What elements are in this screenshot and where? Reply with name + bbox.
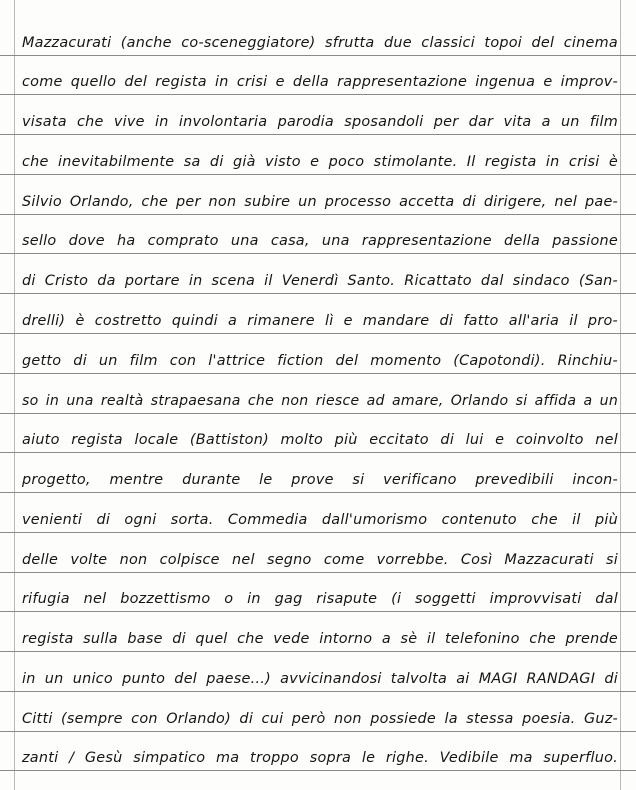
- text-line-19: zanti / Gesù simpatico ma troppo sopra le righe. Vedibile ma superfluo.: [22, 750, 618, 766]
- text-line-15: rifugia nel bozzettismo o in gag risapute (i soggetti improvvisati dal: [22, 591, 618, 607]
- text-line-14: delle volte non colpisce nel segno come vorrebbe. Così Mazzacurati si: [22, 552, 618, 568]
- text-line-6: sello dove ha comprato una casa, una rappresentazione della passione: [22, 233, 618, 249]
- left-margin-line: [14, 0, 15, 790]
- text-line-2: come quello del regista in crisi e della rappresentazione ingenua e improv-: [22, 74, 618, 90]
- text-line-5: Silvio Orlando, che per non subire un processo accetta di dirigere, nel pae-: [22, 194, 618, 210]
- text-line-13: venienti di ogni sorta. Commedia dall'umorismo contenuto che il più: [22, 512, 618, 528]
- right-margin-line: [620, 0, 621, 790]
- text-line-18: Citti (sempre con Orlando) di cui però non possiede la stessa poesia. Guz-: [22, 711, 618, 727]
- text-line-17: in un unico punto del paese...) avvicinandosi talvolta ai MAGI RANDAGI di: [22, 671, 618, 687]
- handwritten-review-text: [22, 0, 618, 790]
- text-line-4: che inevitabilmente sa di già visto e poco stimolante. Il regista in crisi è: [22, 154, 618, 170]
- text-line-8: drelli) è costretto quindi a rimanere lì e mandare di fatto all'aria il pro-: [22, 313, 618, 329]
- text-line-12: progetto, mentre durante le prove si verificano prevedibili incon-: [22, 472, 618, 488]
- text-line-9: getto di un film con l'attrice fiction del momento (Capotondi). Rinchiu-: [22, 353, 618, 369]
- text-line-3: visata che vive in involontaria parodia sposandoli per dar vita a un film: [22, 114, 618, 130]
- text-line-11: aiuto regista locale (Battiston) molto più eccitato di lui e coinvolto nel: [22, 432, 618, 448]
- text-line-16: regista sulla base di quel che vede intorno a sè il telefonino che prende: [22, 631, 618, 647]
- text-line-1: Mazzacurati (anche co-sceneggiatore) sfrutta due classici topoi del cinema: [22, 35, 618, 51]
- text-line-7: di Cristo da portare in scena il Venerdì Santo. Ricattato dal sindaco (San-: [22, 273, 618, 289]
- text-line-10: so in una realtà strapaesana che non riesce ad amare, Orlando si affida a un: [22, 393, 618, 409]
